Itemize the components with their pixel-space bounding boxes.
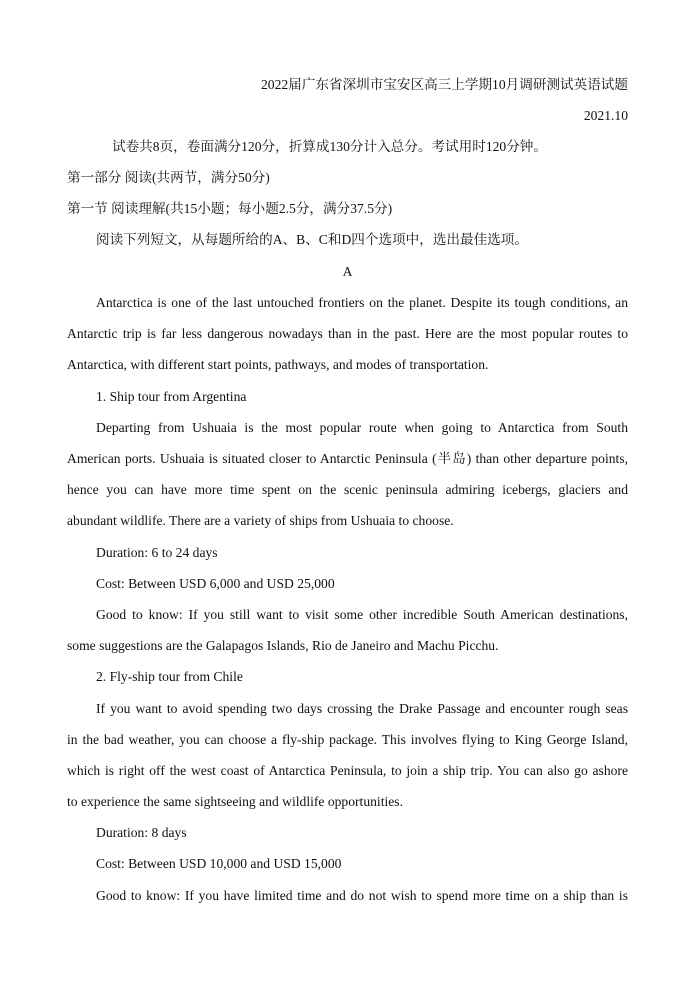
- route2-body-line: which is right off the west coast of Antarctica Peninsula, to join a ship trip. You can also go ashore: [67, 763, 628, 778]
- route1-body-line: Departing from Ushuaia is the most popular route when going to Antarctica from South: [96, 420, 628, 435]
- directions: 阅读下列短文，从每题所给的A、B、C和D四个选项中，选出最佳选项。: [96, 232, 528, 247]
- part-one-heading: 第一部分 阅读(共两节，满分50分): [67, 170, 270, 185]
- passage-label: A: [342, 264, 353, 279]
- route2-cost: Cost: Between USD 10,000 and USD 15,000: [96, 856, 342, 871]
- route1-heading: 1. Ship tour from Argentina: [96, 389, 247, 404]
- route1-duration: Duration: 6 to 24 days: [96, 545, 218, 560]
- route1-body-line: abundant wildlife. There are a variety of ships from Ushuaia to choose.: [67, 513, 454, 528]
- route1-good-to-know: Good to know: If you still want to visit some other incredible South American destinations,: [96, 607, 628, 622]
- route2-body-line: If you want to avoid spending two days crossing the Drake Passage and encounter rough seas: [96, 701, 628, 716]
- intro-line: Antarctic trip is far less dangerous nowadays than in the past. Here are the most popular routes to: [67, 326, 628, 341]
- exam-info: 试卷共8页，卷面满分120分，折算成130分计入总分。考试用时120分钟。: [112, 139, 547, 154]
- route2-heading: 2. Fly-ship tour from Chile: [96, 669, 243, 684]
- route1-good-to-know: some suggestions are the Galapagos Islands, Rio de Janeiro and Machu Picchu.: [67, 638, 499, 653]
- route2-body-line: to experience the same sightseeing and wildlife opportunities.: [67, 794, 403, 809]
- intro-line: Antarctica, with different start points, pathways, and modes of transportation.: [67, 357, 489, 372]
- section-one-heading: 第一节 阅读理解(共15小题；每小题2.5分，满分37.5分): [67, 201, 393, 216]
- route2-body-line: in the bad weather, you can choose a fly-ship package. This involves flying to King George Island,: [67, 732, 628, 747]
- route1-body-line: American ports. Ushuaia is situated closer to Antarctic Peninsula (半岛) than other departure points,: [67, 451, 628, 466]
- document-date: 2021.10: [583, 108, 628, 123]
- intro-line: Antarctica is one of the last untouched frontiers on the planet. Despite its tough conditions, an: [96, 295, 628, 310]
- route1-body-line: hence you can have more time spent on the scenic peninsula admiring icebergs, glaciers and: [67, 482, 628, 497]
- route2-good-to-know: Good to know: If you have limited time and do not wish to spend more time on a ship than is: [96, 888, 628, 903]
- document-title: 2022届广东省深圳市宝安区高三上学期10月调研测试英语试题: [260, 77, 628, 92]
- route2-duration: Duration: 8 days: [96, 825, 187, 840]
- route1-cost: Cost: Between USD 6,000 and USD 25,000: [96, 576, 335, 591]
